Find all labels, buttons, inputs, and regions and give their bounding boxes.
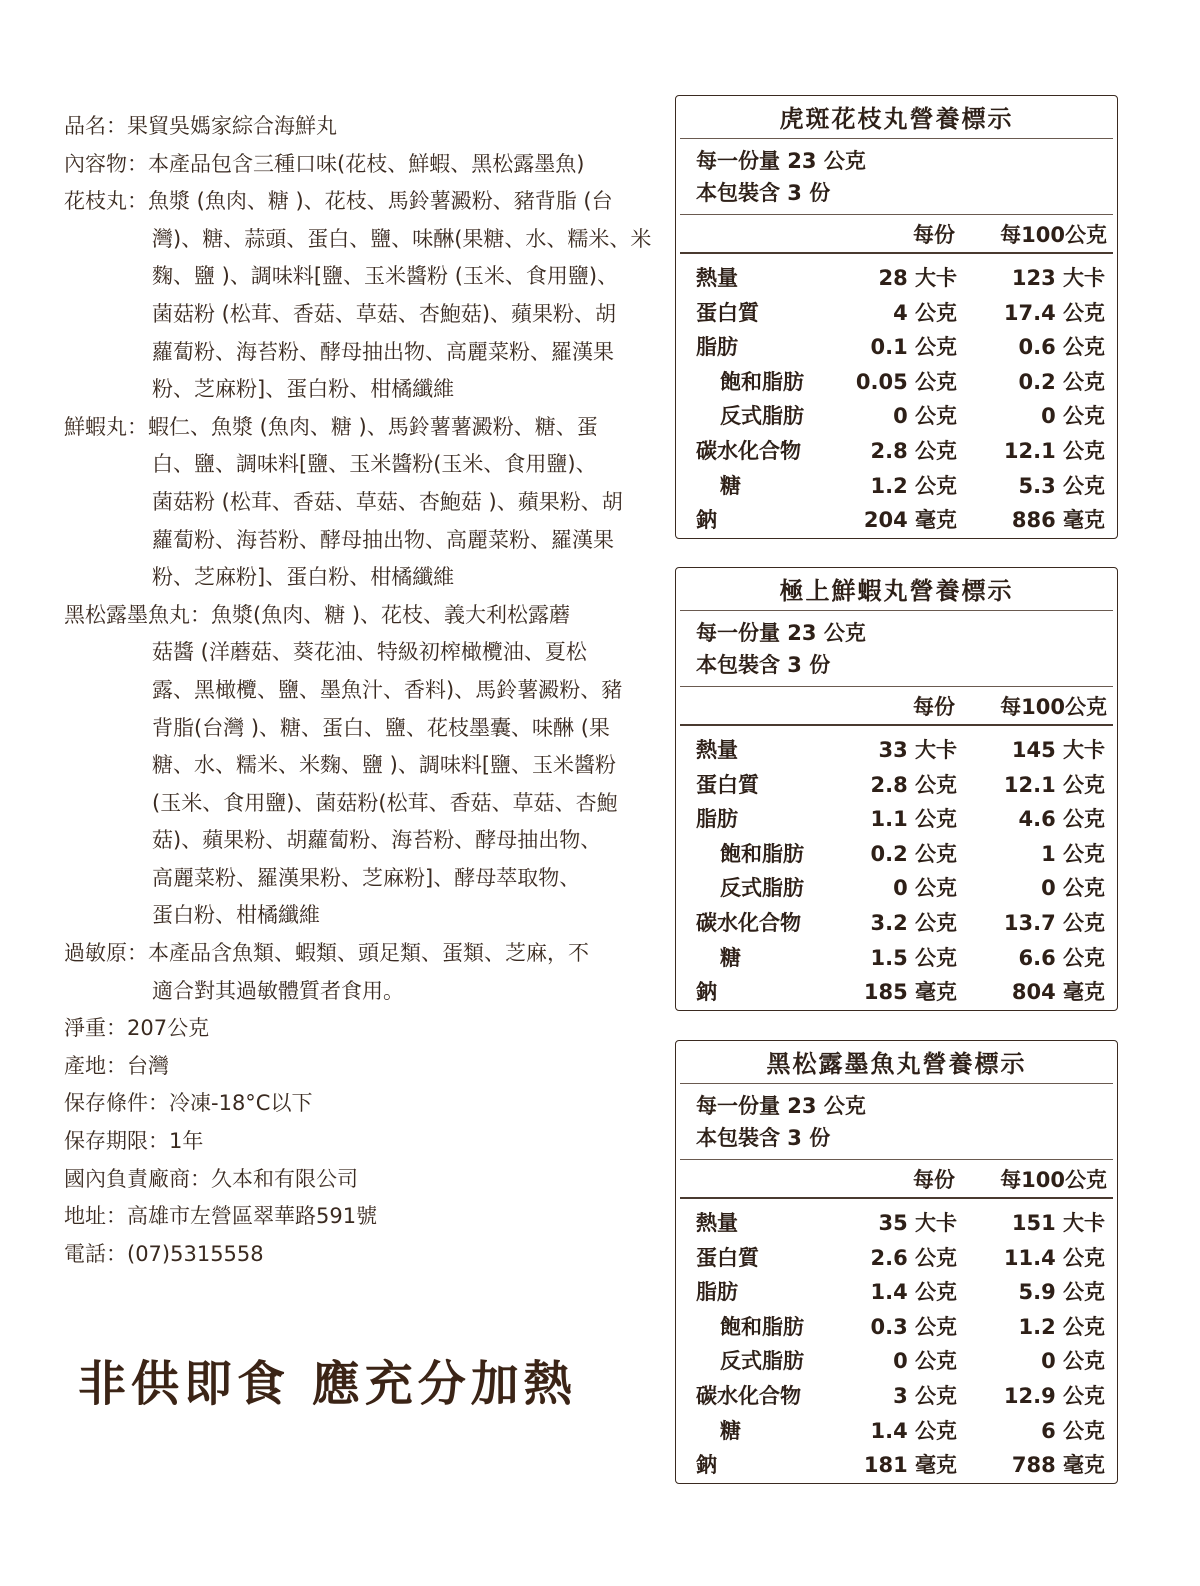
info-row <box>64 973 664 1011</box>
nutrient-name: 反式脂肪 <box>720 404 804 429</box>
info-row <box>64 1123 664 1161</box>
product-info <box>64 108 664 1273</box>
info-row <box>64 1048 664 1086</box>
info-row <box>64 484 664 522</box>
serving-info <box>676 1084 1117 1154</box>
info-row <box>64 446 664 484</box>
info-value: 菌菇粉 (松茸、香菇、草菇、杏鮑菇 )、蘋果粉、胡 <box>152 489 623 514</box>
column-header <box>680 214 1113 252</box>
info-row <box>64 1161 664 1199</box>
per-serving-value: 0 公克 <box>893 404 957 429</box>
column-header <box>680 1159 1113 1197</box>
info-label <box>64 634 152 672</box>
nutrient-row <box>676 1447 1117 1482</box>
nutrient-name: 飽和脂肪 <box>720 369 804 394</box>
nutrient-name: 鈉 <box>696 980 717 1005</box>
info-label <box>64 747 152 785</box>
serving-info <box>676 139 1117 209</box>
per-serving-value: 1.1 公克 <box>870 807 957 832</box>
info-label: 品名： <box>64 114 127 138</box>
per-100g-value: 145 大卡 <box>1011 738 1105 762</box>
info-row <box>64 522 664 560</box>
per-serving-value: 1.4 公克 <box>870 1280 957 1305</box>
info-value: 菇醬 (洋蘑菇、葵花油、特級初榨橄欖油、夏松 <box>152 640 587 665</box>
nutrient-row <box>676 732 1117 767</box>
info-value: 魚漿 (魚肉、糖 )、花枝、馬鈴薯澱粉、豬背脂 (台 <box>148 189 613 214</box>
nutrient-name: 鈉 <box>696 508 717 533</box>
nutrient-row <box>676 260 1117 295</box>
info-row <box>64 634 664 672</box>
nutrient-row <box>676 295 1117 330</box>
nutrient-rows <box>676 260 1117 537</box>
servings-per-package: 本包裝含 3 份 <box>696 181 831 205</box>
info-value: 高麗菜粉、羅漢果粉、芝麻粉]、酵母萃取物、 <box>152 865 581 890</box>
info-row <box>64 1236 664 1274</box>
serving-info <box>676 611 1117 681</box>
info-value: 粉、芝麻粉]、蛋白粉、柑橘纖維 <box>152 565 455 590</box>
nutrient-row <box>676 940 1117 975</box>
info-row <box>64 822 664 860</box>
info-row <box>64 935 664 973</box>
nutrient-row <box>676 767 1117 802</box>
info-label <box>64 522 152 560</box>
info-value: 背脂(台灣 )、糖、蛋白、鹽、花枝墨囊、味醂 (果 <box>152 715 610 740</box>
info-label: 過敏原： <box>64 941 148 966</box>
nutrient-name: 糖 <box>720 945 741 970</box>
per-100g-value: 0.6 公克 <box>1018 335 1105 360</box>
heating-warning: 非供即食 應充分加熱 <box>78 1356 577 1412</box>
nutrient-row <box>676 1378 1117 1413</box>
info-row <box>64 371 664 409</box>
info-value: 適合對其過敏體質者食用。 <box>152 978 404 1003</box>
info-value: 蛋白粉、柑橘纖維 <box>152 903 320 928</box>
info-label: 黑松露墨魚丸： <box>64 602 211 627</box>
nutrient-row <box>676 1240 1117 1275</box>
info-label <box>64 296 152 334</box>
info-row <box>64 785 664 823</box>
nutrient-name: 糖 <box>720 473 741 498</box>
nutrient-row <box>676 1343 1117 1378</box>
nutrient-name: 糖 <box>720 1418 741 1443</box>
per-100g-header: 每100公克 <box>1000 1168 1107 1192</box>
per-100g-value: 1.2 公克 <box>1018 1314 1105 1339</box>
info-row <box>64 409 664 447</box>
servings-per-package: 本包裝含 3 份 <box>696 1126 831 1150</box>
nutrient-name: 鈉 <box>696 1453 717 1478</box>
per-100g-value: 5.3 公克 <box>1018 473 1105 498</box>
nutrient-rows <box>676 1205 1117 1482</box>
nutrient-name: 碳水化合物 <box>696 1383 801 1408</box>
info-row <box>64 296 664 334</box>
nutrient-name: 碳水化合物 <box>696 910 801 935</box>
info-label <box>64 822 152 860</box>
per-serving-value: 1.4 公克 <box>870 1418 957 1443</box>
info-label <box>64 710 152 748</box>
info-value: 魚漿(魚肉、糖 )、花枝、義大利松露蘑 <box>211 602 571 627</box>
info-row <box>64 747 664 785</box>
info-value: 1年 <box>169 1129 204 1154</box>
per-100g-value: 13.7 公克 <box>1003 910 1105 935</box>
per-serving-value: 2.8 公克 <box>870 438 957 463</box>
header-divider <box>680 724 1113 726</box>
per-100g-value: 11.4 公克 <box>1003 1245 1105 1270</box>
info-row <box>64 710 664 748</box>
info-label <box>64 860 152 898</box>
info-label <box>64 371 152 409</box>
nutrient-name: 脂肪 <box>696 1280 738 1305</box>
info-label <box>64 221 152 259</box>
per-serving-value: 28 大卡 <box>878 266 957 290</box>
info-value: 粉、芝麻粉]、蛋白粉、柑橘纖維 <box>152 377 455 402</box>
info-row <box>64 183 664 221</box>
per-100g-header: 每100公克 <box>1000 223 1107 247</box>
panel-title: 極上鮮蝦丸營養標示 <box>680 568 1113 611</box>
nutrition-panel-shrimp <box>675 567 1118 1011</box>
info-row <box>64 672 664 710</box>
info-value: (07)5315558 <box>127 1241 264 1266</box>
info-value: 台灣 <box>127 1053 169 1078</box>
info-row <box>64 108 664 146</box>
info-value: 高雄市左營區翠華路591號 <box>127 1204 378 1229</box>
info-label <box>64 672 152 710</box>
info-value: 蘿蔔粉、海苔粉、酵母抽出物、高麗菜粉、羅漢果 <box>152 527 614 552</box>
info-value: 207公克 <box>127 1016 210 1041</box>
per-100g-value: 12.9 公克 <box>1003 1383 1105 1408</box>
per-100g-header: 每100公克 <box>1000 695 1107 719</box>
nutrient-row <box>676 1309 1117 1344</box>
info-value: 菌菇粉 (松茸、香菇、草菇、杏鮑菇)、蘋果粉、胡 <box>152 301 617 326</box>
per-100g-value: 1 公克 <box>1041 841 1105 866</box>
info-value: 蘿蔔粉、海苔粉、酵母抽出物、高麗菜粉、羅漢果 <box>152 339 614 364</box>
per-100g-value: 0 公克 <box>1041 1349 1105 1374</box>
per-100g-value: 788 毫克 <box>1011 1453 1105 1478</box>
per-serving-value: 0 公克 <box>893 1349 957 1374</box>
nutrient-row <box>676 1205 1117 1240</box>
nutrition-panel-squid <box>675 95 1118 539</box>
info-value: 本產品包含三種口味(花枝、鮮蝦、黑松露墨魚) <box>148 151 585 176</box>
info-value: 果貿吳媽家綜合海鮮丸 <box>127 114 337 138</box>
info-value: 白、鹽、調味料[鹽、玉米醬粉(玉米、食用鹽)、 <box>152 452 597 477</box>
info-label <box>64 258 152 296</box>
nutrient-name: 脂肪 <box>696 335 738 360</box>
nutrient-name: 反式脂肪 <box>720 876 804 901</box>
info-label: 產地： <box>64 1053 127 1078</box>
nutrient-row <box>676 329 1117 364</box>
per-serving-header: 每份 <box>913 695 955 719</box>
per-serving-value: 204 毫克 <box>863 508 957 533</box>
info-row <box>64 221 664 259</box>
per-100g-value: 6.6 公克 <box>1018 945 1105 970</box>
per-serving-value: 3 公克 <box>893 1383 957 1408</box>
info-label: 淨重： <box>64 1016 127 1041</box>
per-100g-value: 886 毫克 <box>1011 508 1105 533</box>
info-row <box>64 334 664 372</box>
info-label <box>64 973 152 1011</box>
serving-size: 每一份量 23 公克 <box>696 149 866 173</box>
info-row <box>64 258 664 296</box>
nutrient-name: 蛋白質 <box>696 1245 759 1270</box>
nutrient-name: 反式脂肪 <box>720 1349 804 1374</box>
info-label: 內容物： <box>64 151 148 176</box>
per-serving-value: 181 毫克 <box>863 1453 957 1478</box>
nutrient-name: 飽和脂肪 <box>720 841 804 866</box>
nutrient-name: 脂肪 <box>696 807 738 832</box>
per-100g-value: 151 大卡 <box>1011 1211 1105 1235</box>
info-row <box>64 897 664 935</box>
per-serving-value: 4 公克 <box>893 300 957 325</box>
per-100g-value: 0 公克 <box>1041 876 1105 901</box>
info-value: 菇)、蘋果粉、胡蘿蔔粉、海苔粉、酵母抽出物、 <box>152 828 602 853</box>
info-label: 地址： <box>64 1204 127 1229</box>
nutrient-name: 熱量 <box>696 738 738 762</box>
info-value: 久本和有限公司 <box>211 1166 358 1191</box>
per-serving-value: 185 毫克 <box>863 980 957 1005</box>
info-label <box>64 484 152 522</box>
column-header <box>680 686 1113 724</box>
info-label <box>64 785 152 823</box>
per-100g-value: 6 公克 <box>1041 1418 1105 1443</box>
nutrient-row <box>676 433 1117 468</box>
per-serving-value: 0 公克 <box>893 876 957 901</box>
nutrient-row <box>676 398 1117 433</box>
info-value: 麴、鹽 )、調味料[鹽、玉米醬粉 (玉米、食用鹽)、 <box>152 264 619 289</box>
nutrient-name: 熱量 <box>696 1211 738 1235</box>
info-value: 蝦仁、魚漿 (魚肉、糖 )、馬鈴薯薯澱粉、糖、蛋 <box>148 414 598 439</box>
per-serving-value: 0.2 公克 <box>870 841 957 866</box>
per-serving-value: 0.3 公克 <box>870 1314 957 1339</box>
nutrient-row <box>676 1274 1117 1309</box>
per-serving-value: 33 大卡 <box>878 738 957 762</box>
per-serving-value: 2.8 公克 <box>870 772 957 797</box>
info-label: 花枝丸： <box>64 189 148 214</box>
info-label: 鮮蝦丸： <box>64 414 148 439</box>
nutrient-row <box>676 801 1117 836</box>
servings-per-package: 本包裝含 3 份 <box>696 653 831 677</box>
info-row <box>64 860 664 898</box>
serving-size: 每一份量 23 公克 <box>696 1094 866 1118</box>
per-serving-value: 2.6 公克 <box>870 1245 957 1270</box>
nutrient-row <box>676 836 1117 871</box>
per-serving-header: 每份 <box>913 223 955 247</box>
info-row <box>64 146 664 184</box>
info-label: 保存期限： <box>64 1129 169 1154</box>
nutrient-row <box>676 1413 1117 1448</box>
per-100g-value: 0.2 公克 <box>1018 369 1105 394</box>
per-serving-value: 1.2 公克 <box>870 473 957 498</box>
info-value: (玉米、食用鹽)、菌菇粉(松茸、香菇、草菇、杏鮑 <box>152 790 618 815</box>
per-100g-value: 0 公克 <box>1041 404 1105 429</box>
per-serving-value: 0.05 公克 <box>855 369 957 394</box>
info-label <box>64 334 152 372</box>
per-serving-header: 每份 <box>913 1168 955 1192</box>
per-100g-value: 17.4 公克 <box>1003 300 1105 325</box>
nutrient-row <box>676 502 1117 537</box>
info-row <box>64 597 664 635</box>
info-value: 灣)、糖、蒜頭、蛋白、鹽、味醂(果糖、水、糯米、米 <box>152 226 652 251</box>
nutrient-row <box>676 870 1117 905</box>
info-row <box>64 559 664 597</box>
header-divider <box>680 1197 1113 1199</box>
per-serving-value: 35 大卡 <box>878 1211 957 1235</box>
info-row <box>64 1085 664 1123</box>
nutrient-row <box>676 905 1117 940</box>
per-100g-value: 12.1 公克 <box>1003 438 1105 463</box>
info-row <box>64 1010 664 1048</box>
info-label <box>64 897 152 935</box>
per-100g-value: 804 毫克 <box>1011 980 1105 1005</box>
info-label <box>64 446 152 484</box>
info-label <box>64 559 152 597</box>
nutrient-name: 飽和脂肪 <box>720 1314 804 1339</box>
info-value: 糖、水、糯米、米麴、鹽 )、調味料[鹽、玉米醬粉 <box>152 753 617 778</box>
per-100g-value: 4.6 公克 <box>1018 807 1105 832</box>
nutrient-row <box>676 974 1117 1009</box>
header-divider <box>680 252 1113 254</box>
serving-size: 每一份量 23 公克 <box>696 621 866 645</box>
per-serving-value: 3.2 公克 <box>870 910 957 935</box>
info-row <box>64 1198 664 1236</box>
per-100g-value: 12.1 公克 <box>1003 772 1105 797</box>
info-label: 電話： <box>64 1241 127 1266</box>
nutrient-row <box>676 364 1117 399</box>
nutrient-row <box>676 468 1117 503</box>
per-100g-value: 5.9 公克 <box>1018 1280 1105 1305</box>
nutrient-name: 蛋白質 <box>696 772 759 797</box>
info-label: 保存條件： <box>64 1091 169 1116</box>
nutrition-panel-truffle <box>675 1040 1118 1484</box>
per-100g-value: 123 大卡 <box>1011 266 1105 290</box>
per-serving-value: 0.1 公克 <box>870 335 957 360</box>
nutrient-name: 熱量 <box>696 266 738 290</box>
nutrient-rows <box>676 732 1117 1009</box>
nutrient-name: 蛋白質 <box>696 300 759 325</box>
panel-title: 黑松露墨魚丸營養標示 <box>680 1041 1113 1084</box>
per-serving-value: 1.5 公克 <box>870 945 957 970</box>
info-value: 露、黑橄欖、鹽、墨魚汁、香料)、馬鈴薯澱粉、豬 <box>152 677 623 702</box>
info-value: 冷凍-18°C以下 <box>169 1091 313 1116</box>
info-value: 本產品含魚類、蝦類、頭足類、蛋類、芝麻，不 <box>148 941 589 966</box>
info-label: 國內負責廠商： <box>64 1166 211 1191</box>
nutrient-name: 碳水化合物 <box>696 438 801 463</box>
panel-title: 虎斑花枝丸營養標示 <box>680 96 1113 139</box>
